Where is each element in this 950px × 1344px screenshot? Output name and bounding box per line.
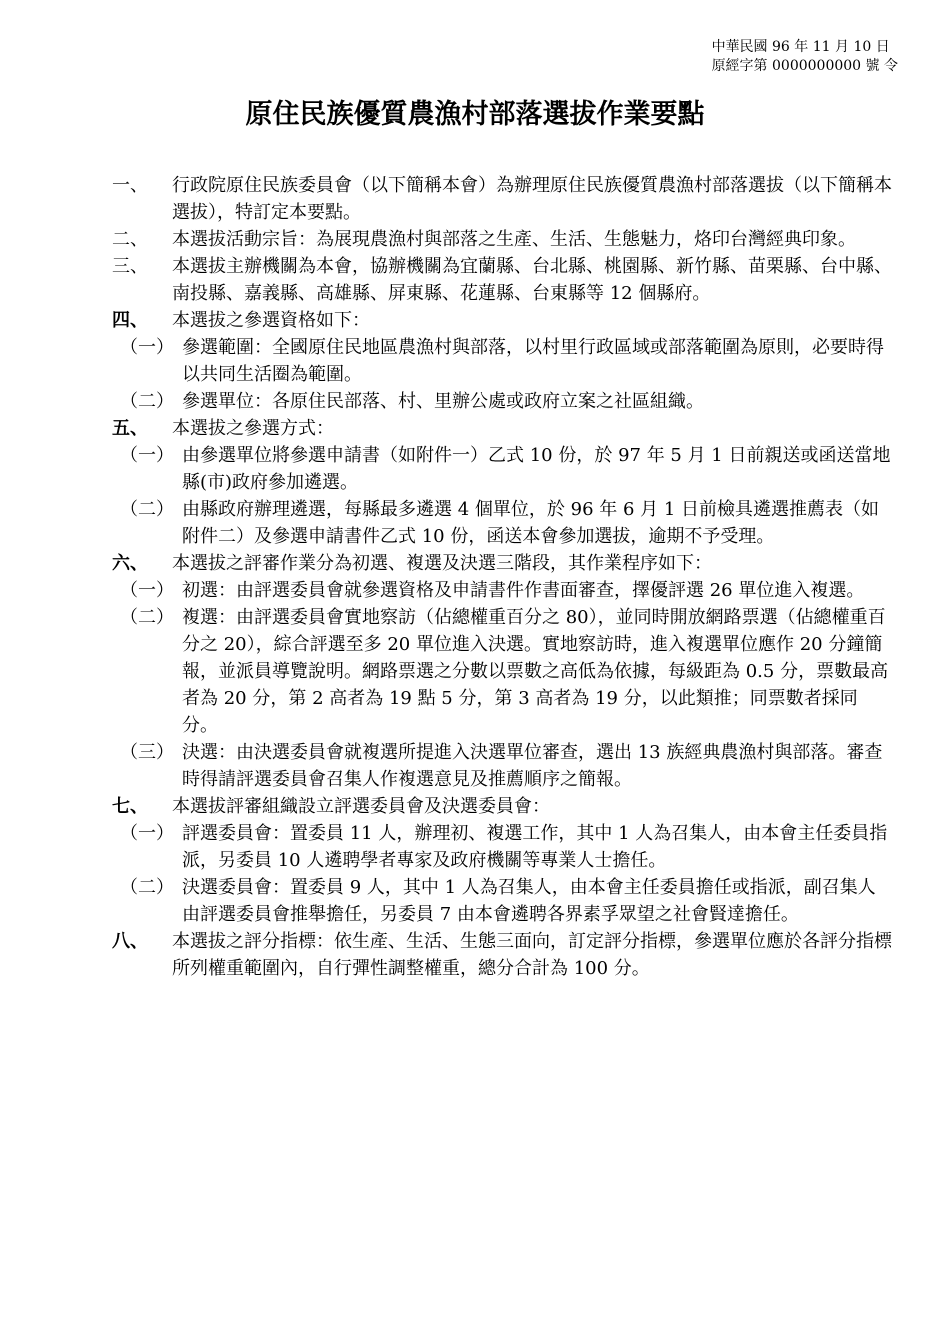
- subsection-text: 初選：由評選委員會就參選資格及申請書件作書面審查，擇優評選 26 單位進入複選。: [182, 580, 865, 601]
- subsection-7-2: [112, 874, 892, 928]
- section-7: [112, 793, 892, 820]
- subsection-number: （二）: [120, 877, 174, 898]
- section-4: [112, 307, 892, 334]
- section-number: 一、: [112, 175, 148, 196]
- header-note: [712, 38, 898, 76]
- section-text: 本選拔之參選方式：: [172, 418, 334, 439]
- subsection-number: （一）: [120, 823, 174, 844]
- section-2: [112, 226, 892, 253]
- subsection-text: 參選單位：各原住民部落、村、里辦公處或政府立案之社區組織。: [182, 391, 704, 412]
- subsection-6-2: [112, 604, 892, 739]
- subsection-text: 複選：由評選委員會實地察訪（佔總權重百分之 80），並同時開放網路票選（佔總權重百分之 20），綜合評選至多 20 單位進入決選。實地察訪時，進入複選單位應作 20 分鐘簡報，並派員導覽說明。網路票選之分數以票數之高低為依據，每級距為 0.5 分，票數最高者為 20 分，第 2 高者為 19 點 5 分，第 3 高者為 19 分，以此類推；同票數者採同分。: [182, 607, 889, 736]
- section-text: 本選拔之評分指標：依生產、生活、生態三面向，訂定評分指標，參選單位應於各評分指標所列權重範圍內，自行彈性調整權重，總分合計為 100 分。: [172, 931, 892, 979]
- section-6: [112, 550, 892, 577]
- subsection-number: （三）: [120, 742, 174, 763]
- subsection-7-1: [112, 820, 892, 874]
- subsection-4-2: [112, 388, 892, 415]
- subsection-text: 由參選單位將參選申請書（如附件一）乙式 10 份，於 97 年 5 月 1 日前親送或函送當地縣(市)政府參加遴選。: [182, 445, 891, 493]
- section-text: 本選拔主辦機關為本會，協辦機關為宜蘭縣、台北縣、桃園縣、新竹縣、苗栗縣、台中縣、南投縣、嘉義縣、高雄縣、屏東縣、花蓮縣、台東縣等 12 個縣府。: [172, 256, 892, 304]
- section-text: 本選拔評審組織設立評選委員會及決選委員會：: [172, 796, 550, 817]
- section-number: 七、: [112, 796, 148, 817]
- subsection-6-3: [112, 739, 892, 793]
- document-body: [112, 172, 892, 982]
- subsection-5-1: [112, 442, 892, 496]
- section-number: 四、: [112, 310, 148, 331]
- section-text: 本選拔之參選資格如下：: [172, 310, 370, 331]
- section-number: 三、: [112, 256, 148, 277]
- issue-date: 中華民國 96 年 11 月 10 日: [711, 39, 890, 55]
- document-title: 原住民族優質農漁村部落選拔作業要點: [245, 99, 705, 130]
- order-number: 原經字第 0000000000 號 令: [711, 58, 898, 74]
- subsection-4-1: [112, 334, 892, 388]
- subsection-text: 參選範圍：全國原住民地區農漁村與部落，以村里行政區域或部落範圍為原則，必要時得以共同生活圈為範圍。: [182, 337, 884, 385]
- subsection-5-2: [112, 496, 892, 550]
- section-1: [112, 172, 892, 226]
- subsection-number: （一）: [120, 580, 174, 601]
- subsection-number: （二）: [120, 391, 174, 412]
- subsection-text: 決選：由決選委員會就複選所提進入決選單位審查，選出 13 族經典農漁村與部落。審查時得請評選委員會召集人作複選意見及推薦順序之簡報。: [182, 742, 883, 790]
- subsection-6-1: [112, 577, 892, 604]
- subsection-text: 由縣政府辦理遴選，每縣最多遴選 4 個單位，於 96 年 6 月 1 日前檢具遴選推薦表（如附件二）及參選申請書件乙式 10 份，函送本會參加選拔，逾期不予受理。: [182, 499, 880, 547]
- subsection-text: 評選委員會：置委員 11 人，辦理初、複選工作，其中 1 人為召集人，由本會主任委員指派，另委員 10 人遴聘學者專家及政府機關等專業人士擔任。: [182, 823, 888, 871]
- subsection-number: （二）: [120, 607, 174, 628]
- section-number: 五、: [112, 418, 148, 439]
- section-text: 本選拔之評審作業分為初選、複選及決選三階段，其作業程序如下：: [172, 553, 712, 574]
- section-text: 行政院原住民族委員會（以下簡稱本會）為辦理原住民族優質農漁村部落選拔（以下簡稱本選拔），特訂定本要點。: [172, 175, 892, 223]
- section-8: [112, 928, 892, 982]
- section-text: 本選拔活動宗旨：為展現農漁村與部落之生產、生活、生態魅力，烙印台灣經典印象。: [172, 229, 856, 250]
- section-number: 八、: [112, 931, 148, 952]
- subsection-number: （一）: [120, 445, 174, 466]
- subsection-number: （二）: [120, 499, 174, 520]
- subsection-text: 決選委員會：置委員 9 人，其中 1 人為召集人，由本會主任委員擔任或指派，副召集人由評選委員會推舉擔任，另委員 7 由本會遴聘各界素孚眾望之社會賢達擔任。: [182, 877, 876, 925]
- section-5: [112, 415, 892, 442]
- section-number: 六、: [112, 553, 148, 574]
- section-number: 二、: [112, 229, 148, 250]
- subsection-number: （一）: [120, 337, 174, 358]
- section-3: [112, 253, 892, 307]
